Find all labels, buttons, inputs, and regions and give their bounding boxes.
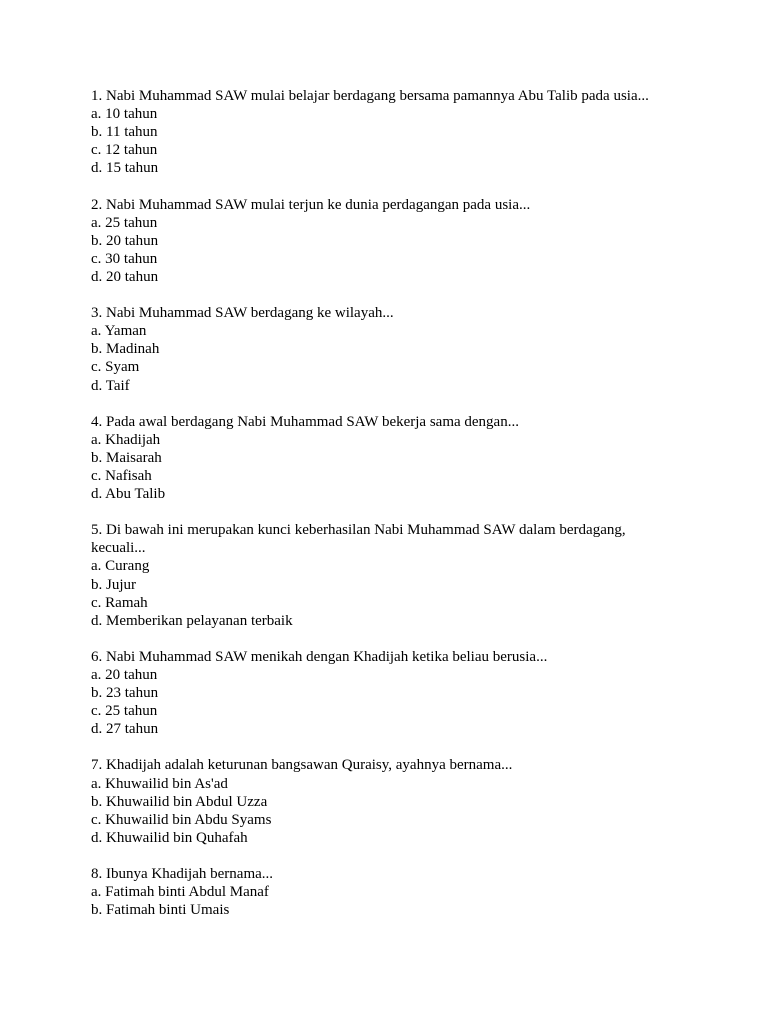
answer-option: d. 27 tahun	[91, 721, 159, 738]
answer-option: d. 15 tahun	[91, 160, 159, 177]
answer-option: c. Nafisah	[91, 467, 152, 484]
question-text: 2. Nabi Muhammad SAW mulai terjun ke dunia perdagangan pada usia...	[91, 196, 531, 213]
question-text: 7. Khadijah adalah keturunan bangsawan Quraisy, ayahnya bernama...	[91, 757, 513, 774]
answer-option: d. 20 tahun	[91, 268, 159, 285]
answer-option: a. Fatimah binti Abdul Manaf	[91, 884, 269, 901]
answer-option: c. Syam	[91, 359, 140, 376]
answer-option: a. Khadijah	[91, 431, 161, 448]
question-block	[91, 87, 691, 177]
question-text: 8. Ibunya Khadijah bernama...	[91, 866, 274, 883]
question-block	[91, 865, 691, 919]
answer-option: c. Khuwailid bin Abdu Syams	[91, 811, 272, 828]
answer-option: a. Yaman	[91, 323, 147, 340]
document-body	[91, 87, 691, 937]
answer-option: d. Khuwailid bin Quhafah	[91, 829, 248, 846]
question-text: kecuali...	[91, 540, 146, 557]
question-text: 1. Nabi Muhammad SAW mulai belajar berdagang bersama pamannya Abu Talib pada usia...	[91, 88, 649, 104]
question-text: 3. Nabi Muhammad SAW berdagang ke wilayah...	[91, 305, 394, 322]
answer-option: c. Ramah	[91, 594, 148, 611]
answer-option: d. Memberikan pelayanan terbaik	[91, 612, 293, 629]
answer-option: b. 23 tahun	[91, 685, 159, 702]
answer-option: d. Abu Talib	[91, 486, 166, 503]
answer-option: b. Madinah	[91, 341, 160, 358]
question-block	[91, 756, 691, 846]
question-block	[91, 413, 691, 503]
question-block	[91, 304, 691, 394]
answer-option: d. Taif	[91, 377, 130, 394]
answer-option: c. 25 tahun	[91, 703, 158, 720]
question-block	[91, 521, 691, 630]
answer-option: a. 20 tahun	[91, 667, 158, 683]
answer-option: b. Fatimah binti Umais	[91, 902, 230, 919]
question-block	[91, 196, 691, 286]
question-text: 6. Nabi Muhammad SAW menikah dengan Khadijah ketika beliau berusia...	[91, 648, 548, 665]
question-block	[91, 648, 691, 738]
answer-option: b. Maisarah	[91, 449, 162, 466]
question-text: 4. Pada awal berdagang Nabi Muhammad SAW bekerja sama dengan...	[91, 413, 519, 430]
answer-option: a. 10 tahun	[91, 106, 158, 123]
answer-option: c. 30 tahun	[91, 250, 158, 267]
answer-option: b. 11 tahun	[91, 124, 158, 141]
answer-option: b. Jujur	[91, 576, 136, 593]
answer-option: c. 12 tahun	[91, 142, 158, 159]
answer-option: a. 25 tahun	[91, 214, 158, 231]
answer-option: b. 20 tahun	[91, 232, 159, 249]
answer-option: b. Khuwailid bin Abdul Uzza	[91, 793, 268, 810]
question-text: 5. Di bawah ini merupakan kunci keberhasilan Nabi Muhammad SAW dalam berdagang,	[91, 522, 626, 539]
answer-option: a. Khuwailid bin As'ad	[91, 775, 228, 792]
answer-option: a. Curang	[91, 558, 150, 575]
